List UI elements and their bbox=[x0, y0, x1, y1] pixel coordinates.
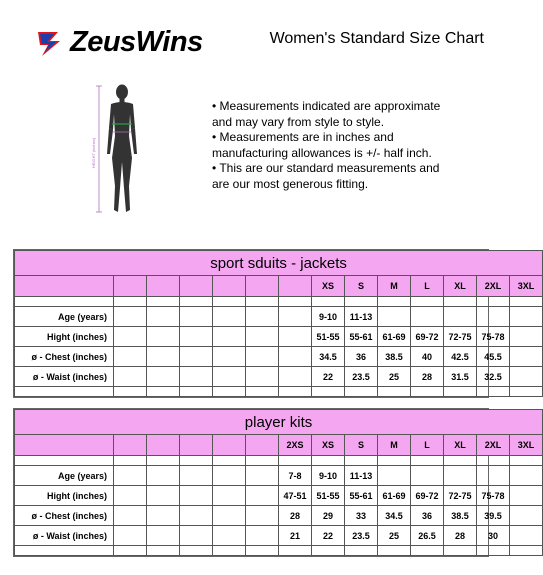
value-cell: 11-13 bbox=[345, 466, 378, 486]
table-row bbox=[15, 327, 543, 347]
size-cell bbox=[147, 276, 180, 297]
value-cell: 38.5 bbox=[378, 347, 411, 367]
value-cell bbox=[246, 307, 279, 327]
page-title: Women's Standard Size Chart bbox=[269, 30, 484, 47]
size-cell bbox=[213, 435, 246, 456]
value-cell: 51-55 bbox=[312, 486, 345, 506]
notes bbox=[212, 99, 487, 192]
value-cell bbox=[147, 307, 180, 327]
table-row bbox=[15, 506, 543, 526]
value-cell bbox=[147, 526, 180, 546]
value-cell bbox=[411, 466, 444, 486]
value-cell: 23.5 bbox=[345, 367, 378, 387]
value-cell bbox=[246, 506, 279, 526]
value-cell bbox=[114, 466, 147, 486]
value-cell bbox=[246, 526, 279, 546]
value-cell bbox=[180, 367, 213, 387]
value-cell: 31.5 bbox=[444, 367, 477, 387]
table-row bbox=[15, 347, 543, 367]
table-row bbox=[15, 367, 543, 387]
value-cell bbox=[444, 466, 477, 486]
size-cell bbox=[246, 276, 279, 297]
value-cell: 45.5 bbox=[477, 347, 510, 367]
value-cell bbox=[114, 367, 147, 387]
logo-text: ZeusWins bbox=[70, 26, 203, 58]
value-cell: 40 bbox=[411, 347, 444, 367]
value-cell bbox=[114, 347, 147, 367]
value-cell bbox=[213, 466, 246, 486]
body-figure bbox=[84, 78, 154, 228]
size-cell bbox=[279, 276, 312, 297]
header bbox=[0, 0, 500, 70]
value-cell bbox=[279, 307, 312, 327]
size-table-sport-suits bbox=[13, 249, 535, 398]
value-cell: 36 bbox=[411, 506, 444, 526]
row-label: Hight (inches) bbox=[15, 486, 114, 506]
value-cell: 72-75 bbox=[444, 327, 477, 347]
size-cell bbox=[246, 435, 279, 456]
note-line: manufacturing allowances is +/- half inch. bbox=[212, 145, 432, 160]
value-cell: 30 bbox=[477, 526, 510, 546]
value-cell bbox=[510, 347, 543, 367]
size-cell bbox=[180, 276, 213, 297]
size-cell bbox=[213, 276, 246, 297]
silhouette-icon bbox=[84, 78, 154, 228]
value-cell: 61-69 bbox=[378, 486, 411, 506]
size-cell: L bbox=[411, 435, 444, 456]
value-cell bbox=[246, 367, 279, 387]
size-cell bbox=[180, 435, 213, 456]
value-cell bbox=[477, 466, 510, 486]
value-cell: 9-10 bbox=[312, 307, 345, 327]
value-cell: 26.5 bbox=[411, 526, 444, 546]
size-cell bbox=[147, 435, 180, 456]
spacer-row bbox=[15, 546, 543, 556]
value-cell bbox=[246, 327, 279, 347]
size-cell: XL bbox=[444, 276, 477, 297]
value-cell: 29 bbox=[312, 506, 345, 526]
value-cell bbox=[213, 367, 246, 387]
value-cell bbox=[477, 307, 510, 327]
value-cell bbox=[180, 486, 213, 506]
size-cell bbox=[114, 435, 147, 456]
size-table-player-kits bbox=[13, 408, 535, 557]
value-cell: 25 bbox=[378, 367, 411, 387]
size-cell: S bbox=[345, 435, 378, 456]
value-cell bbox=[180, 506, 213, 526]
value-cell: 72-75 bbox=[444, 486, 477, 506]
value-cell: 34.5 bbox=[312, 347, 345, 367]
row-label: Age (years) bbox=[15, 307, 114, 327]
value-cell: 55-61 bbox=[345, 327, 378, 347]
value-cell: 69-72 bbox=[411, 486, 444, 506]
table-row bbox=[15, 307, 543, 327]
value-cell: 75-78 bbox=[477, 486, 510, 506]
value-cell bbox=[213, 307, 246, 327]
size-cell: 2XL bbox=[477, 276, 510, 297]
size-cell: XS bbox=[312, 276, 345, 297]
value-cell bbox=[444, 307, 477, 327]
size-header-row bbox=[15, 276, 543, 297]
size-cell: L bbox=[411, 276, 444, 297]
table-caption: sport sduits - jackets bbox=[15, 251, 543, 276]
value-cell bbox=[147, 347, 180, 367]
value-cell bbox=[147, 486, 180, 506]
value-cell: 34.5 bbox=[378, 506, 411, 526]
size-cell bbox=[114, 276, 147, 297]
value-cell bbox=[147, 327, 180, 347]
value-cell: 47-51 bbox=[279, 486, 312, 506]
value-cell: 33 bbox=[345, 506, 378, 526]
brand-logo[interactable] bbox=[36, 26, 203, 59]
value-cell: 23.5 bbox=[345, 526, 378, 546]
value-cell bbox=[180, 307, 213, 327]
value-cell: 11-13 bbox=[345, 307, 378, 327]
value-cell bbox=[411, 307, 444, 327]
value-cell bbox=[147, 506, 180, 526]
value-cell: 39.5 bbox=[477, 506, 510, 526]
value-cell: 75-78 bbox=[477, 327, 510, 347]
value-cell bbox=[279, 367, 312, 387]
value-cell bbox=[246, 347, 279, 367]
value-cell: 38.5 bbox=[444, 506, 477, 526]
size-cell: 2XL bbox=[477, 435, 510, 456]
value-cell bbox=[510, 506, 543, 526]
value-cell: 69-72 bbox=[411, 327, 444, 347]
value-cell: 28 bbox=[411, 367, 444, 387]
spacer-row bbox=[15, 297, 543, 307]
value-cell: 61-69 bbox=[378, 327, 411, 347]
note-line: are our most generous fitting. bbox=[212, 176, 369, 191]
value-cell bbox=[180, 466, 213, 486]
value-cell bbox=[147, 367, 180, 387]
value-cell bbox=[213, 486, 246, 506]
table-row bbox=[15, 526, 543, 546]
value-cell bbox=[114, 486, 147, 506]
value-cell bbox=[114, 526, 147, 546]
value-cell bbox=[246, 486, 279, 506]
value-cell bbox=[510, 466, 543, 486]
row-label: ø - Waist (inches) bbox=[15, 526, 114, 546]
note-line: • This are our standard measurements and bbox=[212, 161, 440, 175]
size-cell: XL bbox=[444, 435, 477, 456]
value-cell: 22 bbox=[312, 367, 345, 387]
value-cell: 28 bbox=[279, 506, 312, 526]
value-cell bbox=[180, 327, 213, 347]
value-cell bbox=[213, 526, 246, 546]
value-cell bbox=[510, 327, 543, 347]
value-cell bbox=[180, 526, 213, 546]
value-cell bbox=[378, 307, 411, 327]
row-label: ø - Waist (inches) bbox=[15, 367, 114, 387]
row-label: Hight (inches) bbox=[15, 327, 114, 347]
size-cell: S bbox=[345, 276, 378, 297]
note-line: and may vary from style to style. bbox=[212, 114, 385, 129]
size-header-row bbox=[15, 435, 543, 456]
value-cell bbox=[510, 486, 543, 506]
value-cell bbox=[213, 347, 246, 367]
value-cell bbox=[180, 347, 213, 367]
note-line: • Measurements indicated are approximate bbox=[212, 99, 441, 113]
size-cell bbox=[15, 435, 114, 456]
value-cell: 21 bbox=[279, 526, 312, 546]
value-cell: 36 bbox=[345, 347, 378, 367]
lightning-bolt-icon bbox=[36, 28, 66, 58]
value-cell: 9-10 bbox=[312, 466, 345, 486]
size-cell: 2XS bbox=[279, 435, 312, 456]
value-cell: 32.5 bbox=[477, 367, 510, 387]
value-cell: 28 bbox=[444, 526, 477, 546]
value-cell bbox=[510, 307, 543, 327]
value-cell bbox=[510, 367, 543, 387]
value-cell bbox=[213, 327, 246, 347]
row-label: ø - Chest (inches) bbox=[15, 347, 114, 367]
table-row bbox=[15, 486, 543, 506]
value-cell bbox=[378, 466, 411, 486]
value-cell bbox=[246, 466, 279, 486]
value-cell bbox=[147, 466, 180, 486]
value-cell: 55-61 bbox=[345, 486, 378, 506]
table-row bbox=[15, 466, 543, 486]
value-cell: 25 bbox=[378, 526, 411, 546]
note-line: • Measurements are in inches and bbox=[212, 130, 394, 144]
size-cell: 3XL bbox=[510, 276, 543, 297]
size-cell: M bbox=[378, 435, 411, 456]
spacer-row bbox=[15, 387, 543, 397]
table-caption: player kits bbox=[15, 410, 543, 435]
value-cell: 51-55 bbox=[312, 327, 345, 347]
size-cell bbox=[15, 276, 114, 297]
row-label: ø - Chest (inches) bbox=[15, 506, 114, 526]
value-cell bbox=[114, 506, 147, 526]
height-label: HEIGHT (inches) bbox=[91, 137, 96, 169]
value-cell bbox=[213, 506, 246, 526]
value-cell: 22 bbox=[312, 526, 345, 546]
size-cell: M bbox=[378, 276, 411, 297]
value-cell: 42.5 bbox=[444, 347, 477, 367]
value-cell bbox=[510, 526, 543, 546]
value-cell: 7-8 bbox=[279, 466, 312, 486]
row-label: Age (years) bbox=[15, 466, 114, 486]
size-cell: 3XL bbox=[510, 435, 543, 456]
value-cell bbox=[279, 347, 312, 367]
value-cell bbox=[279, 327, 312, 347]
value-cell bbox=[114, 307, 147, 327]
spacer-row bbox=[15, 456, 543, 466]
value-cell bbox=[114, 327, 147, 347]
size-cell: XS bbox=[312, 435, 345, 456]
